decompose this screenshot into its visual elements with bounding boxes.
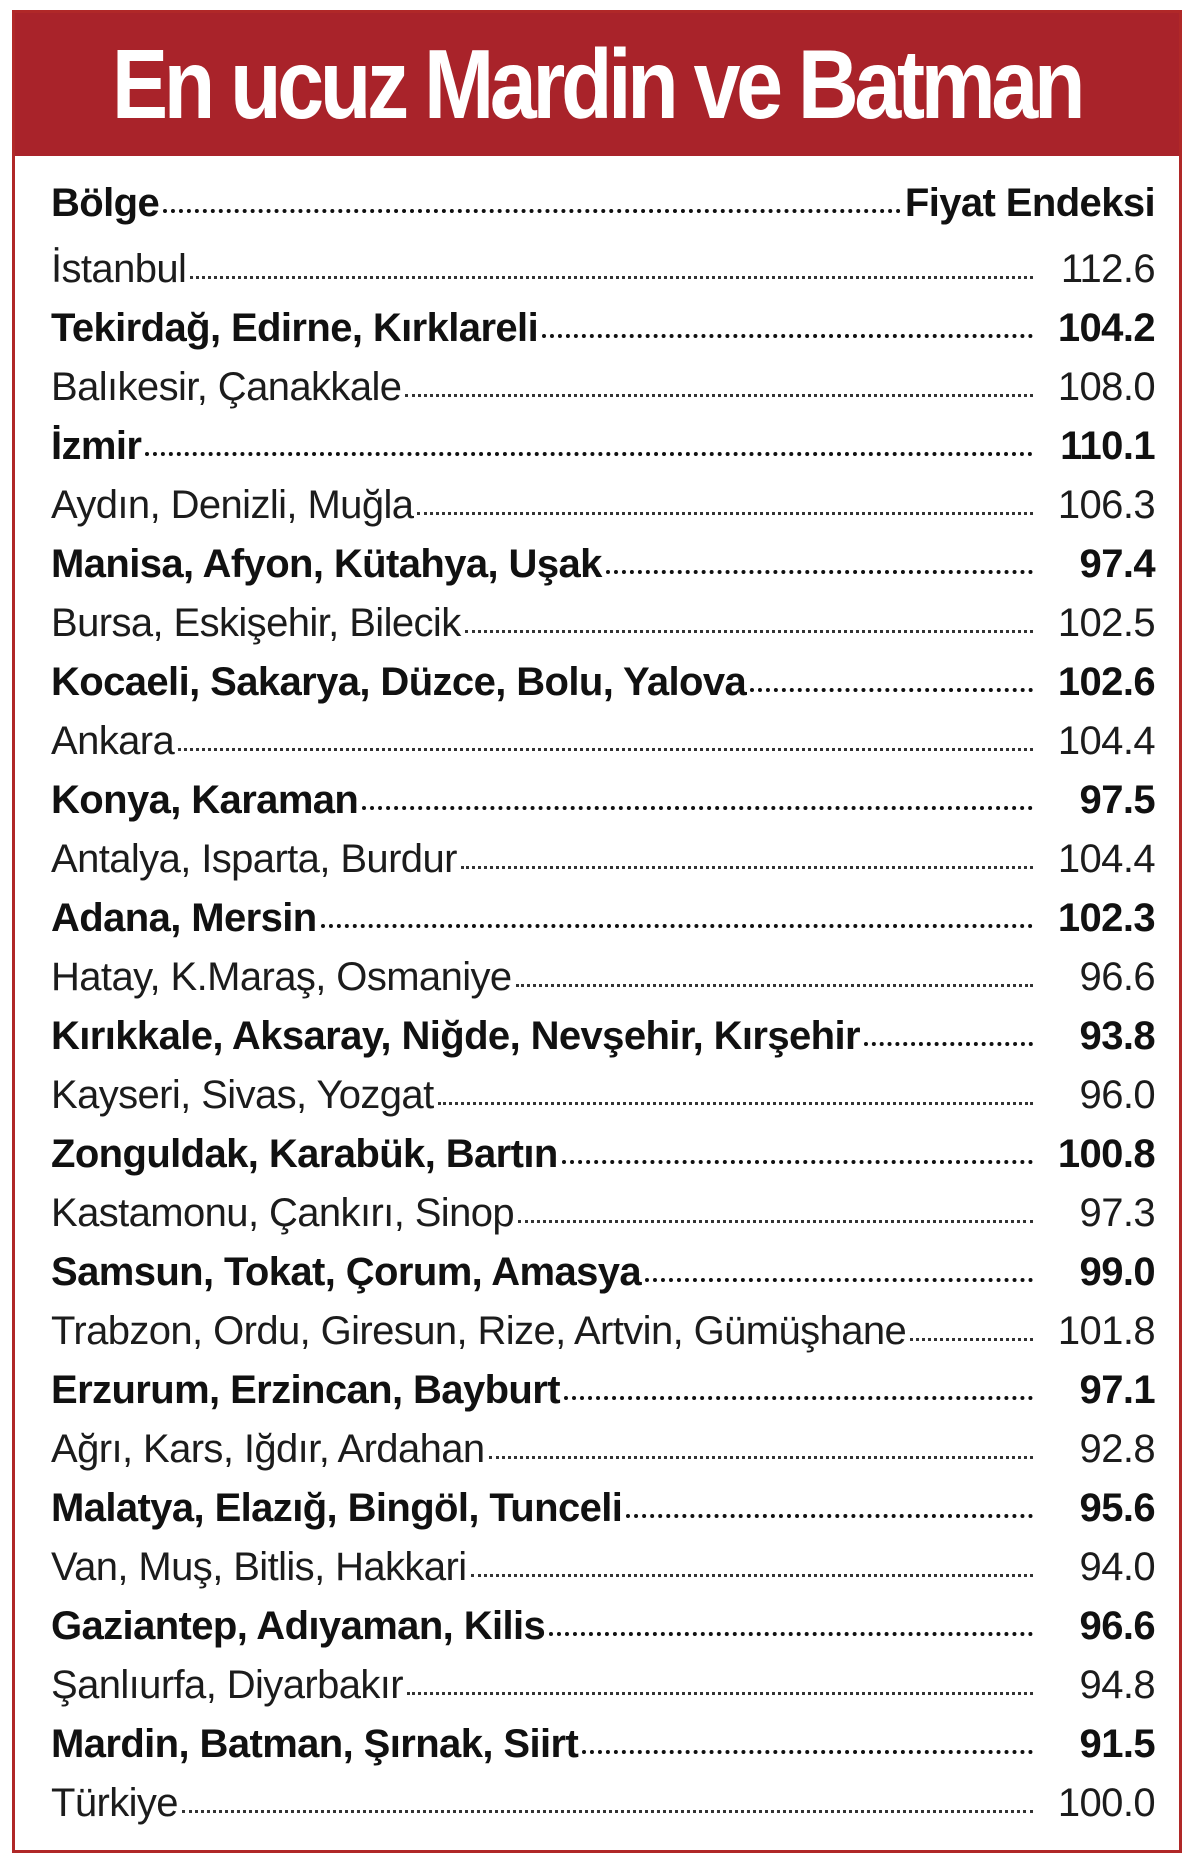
dotted-leader: [461, 865, 1033, 869]
dotted-leader: [910, 1337, 1033, 1341]
table-row: [51, 1722, 1155, 1781]
price-index-value: 101.8: [1057, 1309, 1155, 1353]
dotted-leader: [549, 1631, 1033, 1636]
dotted-leader: [518, 1219, 1033, 1223]
region-name: Ankara: [51, 719, 175, 763]
dotted-leader: [417, 511, 1033, 515]
region-name: Mardin, Batman, Şırnak, Siirt: [51, 1722, 579, 1766]
region-name: Aydın, Denizli, Muğla: [51, 483, 414, 527]
price-index-value: 108.0: [1057, 365, 1155, 409]
price-index-value: 93.8: [1079, 1014, 1155, 1058]
region-name: Şanlıurfa, Diyarbakır: [51, 1663, 403, 1707]
dotted-leader: [516, 983, 1033, 987]
price-index-value: 94.8: [1079, 1663, 1155, 1707]
table-row: [51, 1309, 1155, 1368]
dotted-leader: [626, 1513, 1033, 1518]
price-index-value: 100.0: [1057, 1781, 1155, 1825]
price-index-value: 106.3: [1057, 483, 1155, 527]
table-row: [51, 1663, 1155, 1722]
table-body: [51, 247, 1155, 1840]
price-index-value: 100.8: [1057, 1132, 1155, 1176]
region-name: Tekirdağ, Edirne, Kırklareli: [51, 306, 539, 350]
dotted-leader: [645, 1277, 1033, 1282]
region-name: Adana, Mersin: [51, 896, 317, 940]
region-name: Balıkesir, Çanakkale: [51, 365, 402, 409]
table-row: [51, 1073, 1155, 1132]
table-row: [51, 837, 1155, 896]
price-index-value: 104.2: [1057, 306, 1155, 350]
price-index-value: 104.4: [1057, 837, 1155, 881]
table-row: [51, 1486, 1155, 1545]
price-index-value: 97.4: [1079, 542, 1155, 586]
dotted-leader: [163, 208, 901, 213]
region-name: İstanbul: [51, 247, 187, 291]
title-bar: [15, 13, 1179, 156]
dotted-leader: [465, 629, 1033, 633]
table-row: [51, 365, 1155, 424]
table-row: [51, 660, 1155, 719]
dotted-leader: [190, 275, 1033, 279]
price-index-value: 102.5: [1057, 601, 1155, 645]
price-index-value: 97.1: [1079, 1368, 1155, 1412]
table-row: [51, 896, 1155, 955]
price-index-value: 96.6: [1079, 1604, 1155, 1648]
table-row: [51, 1781, 1155, 1840]
region-name: Türkiye: [51, 1781, 178, 1825]
region-name: Manisa, Afyon, Kütahya, Uşak: [51, 542, 602, 586]
region-name: Kırıkkale, Aksaray, Niğde, Nevşehir, Kırşehir: [51, 1014, 860, 1058]
dotted-leader: [542, 333, 1033, 338]
price-index-value: 92.8: [1079, 1427, 1155, 1471]
dotted-leader: [182, 1809, 1033, 1813]
price-index-value: 97.3: [1079, 1191, 1155, 1235]
dotted-leader: [562, 1159, 1033, 1164]
region-name: Malatya, Elazığ, Bingöl, Tunceli: [51, 1486, 623, 1530]
price-index-table: [51, 181, 1155, 1840]
region-name: Gaziantep, Adıyaman, Kilis: [51, 1604, 546, 1648]
price-index-value: 96.0: [1079, 1073, 1155, 1117]
region-name: Erzurum, Erzincan, Bayburt: [51, 1368, 560, 1412]
region-name: Kayseri, Sivas, Yozgat: [51, 1073, 434, 1117]
dotted-leader: [582, 1749, 1033, 1754]
region-name: Antalya, Isparta, Burdur: [51, 837, 457, 881]
table-row: [51, 1604, 1155, 1663]
price-index-value: 102.6: [1057, 660, 1155, 704]
region-name: Trabzon, Ordu, Giresun, Rize, Artvin, Gümüşhane: [51, 1309, 907, 1353]
dotted-leader: [438, 1101, 1033, 1105]
region-name: Kocaeli, Sakarya, Düzce, Bolu, Yalova: [51, 660, 747, 704]
price-index-value: 110.1: [1060, 424, 1155, 468]
table-row: [51, 1014, 1155, 1073]
dotted-leader: [606, 569, 1033, 574]
infographic-frame: [12, 10, 1182, 1853]
region-name: Van, Muş, Bitlis, Hakkari: [51, 1545, 467, 1589]
price-index-value: 95.6: [1079, 1486, 1155, 1530]
price-index-value: 102.3: [1057, 896, 1155, 940]
region-name: Zonguldak, Karabük, Bartın: [51, 1132, 558, 1176]
dotted-leader: [489, 1455, 1033, 1459]
dotted-leader: [362, 805, 1033, 810]
table-row: [51, 1191, 1155, 1250]
table-header: [51, 181, 1155, 247]
dotted-leader: [407, 1691, 1033, 1695]
table-row: [51, 542, 1155, 601]
table-row: [51, 1368, 1155, 1427]
table-row: [51, 1427, 1155, 1486]
table-row: [51, 247, 1155, 306]
region-name: İzmir: [51, 424, 142, 468]
table-row: [51, 1132, 1155, 1191]
region-name: Hatay, K.Maraş, Osmaniye: [51, 955, 512, 999]
dotted-leader: [564, 1395, 1033, 1400]
price-index-value: 96.6: [1079, 955, 1155, 999]
table-row: [51, 483, 1155, 542]
table-row: [51, 306, 1155, 365]
region-name: Konya, Karaman: [51, 778, 359, 822]
price-index-value: 99.0: [1079, 1250, 1155, 1294]
header-index-label: Fiyat Endeksi: [904, 181, 1155, 225]
price-index-value: 104.4: [1057, 719, 1155, 763]
region-name: Samsun, Tokat, Çorum, Amasya: [51, 1250, 642, 1294]
dotted-leader: [864, 1041, 1033, 1046]
table-row: [51, 1545, 1155, 1604]
dotted-leader: [178, 747, 1033, 751]
dotted-leader: [750, 687, 1033, 692]
table-row: [51, 778, 1155, 837]
dotted-leader: [145, 451, 1033, 456]
region-name: Bursa, Eskişehir, Bilecik: [51, 601, 461, 645]
region-name: Kastamonu, Çankırı, Sinop: [51, 1191, 515, 1235]
price-index-value: 94.0: [1079, 1545, 1155, 1589]
table-row: [51, 955, 1155, 1014]
price-index-value: 91.5: [1079, 1722, 1155, 1766]
dotted-leader: [321, 923, 1033, 928]
region-name: Ağrı, Kars, Iğdır, Ardahan: [51, 1427, 485, 1471]
table-row: [51, 719, 1155, 778]
price-index-value: 97.5: [1079, 778, 1155, 822]
dotted-leader: [471, 1573, 1034, 1577]
table-row: [51, 601, 1155, 660]
table-row: [51, 1250, 1155, 1309]
table-row: [51, 424, 1155, 483]
price-index-value: 112.6: [1060, 247, 1155, 291]
infographic-title: En ucuz Mardin ve Batman: [112, 29, 1082, 139]
header-region-label: Bölge: [51, 181, 160, 225]
dotted-leader: [405, 393, 1033, 397]
